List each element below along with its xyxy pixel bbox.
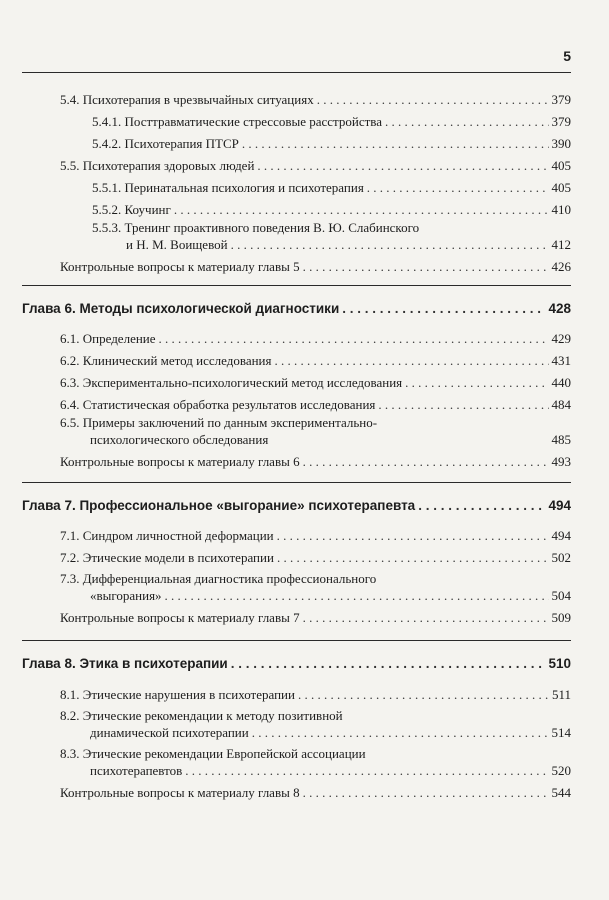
toc-entry-8-2[interactable]: динамической психотерапии . . . 514 [90, 724, 571, 741]
toc-entry-questions-8[interactable]: Контрольные вопросы к материалу главы 8 . . . 544 [60, 784, 571, 801]
toc-entry-8-3-line1: 8.3. Этические рекомендации Европейской ассоциации [60, 746, 366, 761]
section-rule [22, 285, 571, 286]
toc-entry-5-4-2[interactable]: 5.4.2. Психотерапия ПТСР . . . 390 [92, 135, 571, 152]
toc-entry-7-3-line1: 7.3. Дифференциальная диагностика профессионального [60, 571, 377, 586]
header-rule [22, 72, 571, 73]
toc-entry-6-4[interactable]: 6.4. Статистическая обработка результатов исследования . . . 484 [60, 396, 571, 413]
toc-entry-5-5-1[interactable]: 5.5.1. Перинатальная психология и психотерапия . . . 405 [92, 179, 571, 196]
toc-entry-7-3[interactable]: «выгорания» . . . 504 [90, 587, 571, 604]
toc-entry-questions-5[interactable]: Контрольные вопросы к материалу главы 5 . . . 426 [60, 258, 571, 275]
toc-chapter-8[interactable]: Глава 8. Этика в психотерапии . . . 510 [22, 655, 571, 672]
toc-entry-7-2[interactable]: 7.2. Этические модели в психотерапии . . . 502 [60, 549, 571, 566]
toc-entry-questions-6[interactable]: Контрольные вопросы к материалу главы 6 . . . 493 [60, 453, 571, 470]
toc-entry-5-5[interactable]: 5.5. Психотерапия здоровых людей . . . 405 [60, 157, 571, 174]
toc-entry-5-5-3[interactable]: и Н. М. Воищевой . . . 412 [126, 236, 571, 253]
toc-entry-8-1[interactable]: 8.1. Этические нарушения в психотерапии . . . 511 [60, 686, 571, 703]
toc-entry-6-2[interactable]: 6.2. Клинический метод исследования . . . 431 [60, 352, 571, 369]
toc-entry-8-2-line1: 8.2. Этические рекомендации к методу позитивной [60, 708, 343, 723]
toc-chapter-7[interactable]: Глава 7. Профессиональное «выгорание» психотерапевта . . . 494 [22, 497, 571, 514]
toc-entry-7-1[interactable]: 7.1. Синдром личностной деформации . . . 494 [60, 527, 571, 544]
toc-entry-6-5-line1: 6.5. Примеры заключений по данным экспериментально- [60, 415, 378, 430]
toc-entry-5-4[interactable]: 5.4. Психотерапия в чрезвычайных ситуациях . . . 379 [60, 91, 571, 108]
toc-entry-5-5-2[interactable]: 5.5.2. Коучинг . . . 410 [92, 201, 571, 218]
toc-chapter-6[interactable]: Глава 6. Методы психологической диагностики . . . 428 [22, 300, 571, 317]
toc-entry-5-4-1[interactable]: 5.4.1. Посттравматические стрессовые расстройства . . . 379 [92, 113, 571, 130]
toc-entry-5-5-3-line1: 5.5.3. Тренинг проактивного поведения В. Ю. Слабинского [92, 220, 420, 235]
section-rule [22, 640, 571, 641]
toc-entry-8-3[interactable]: психотерапевтов . . . 520 [90, 762, 571, 779]
toc-entry-6-1[interactable]: 6.1. Определение . . . 429 [60, 330, 571, 347]
toc-entry-6-3[interactable]: 6.3. Экспериментально-психологический метод исследования . . . 440 [60, 374, 571, 391]
toc-entry-6-5[interactable]: психологического обследования 485 [90, 432, 571, 447]
page-number: 5 [563, 48, 571, 64]
toc-entry-questions-7[interactable]: Контрольные вопросы к материалу главы 7 . . . 509 [60, 609, 571, 626]
section-rule [22, 482, 571, 483]
